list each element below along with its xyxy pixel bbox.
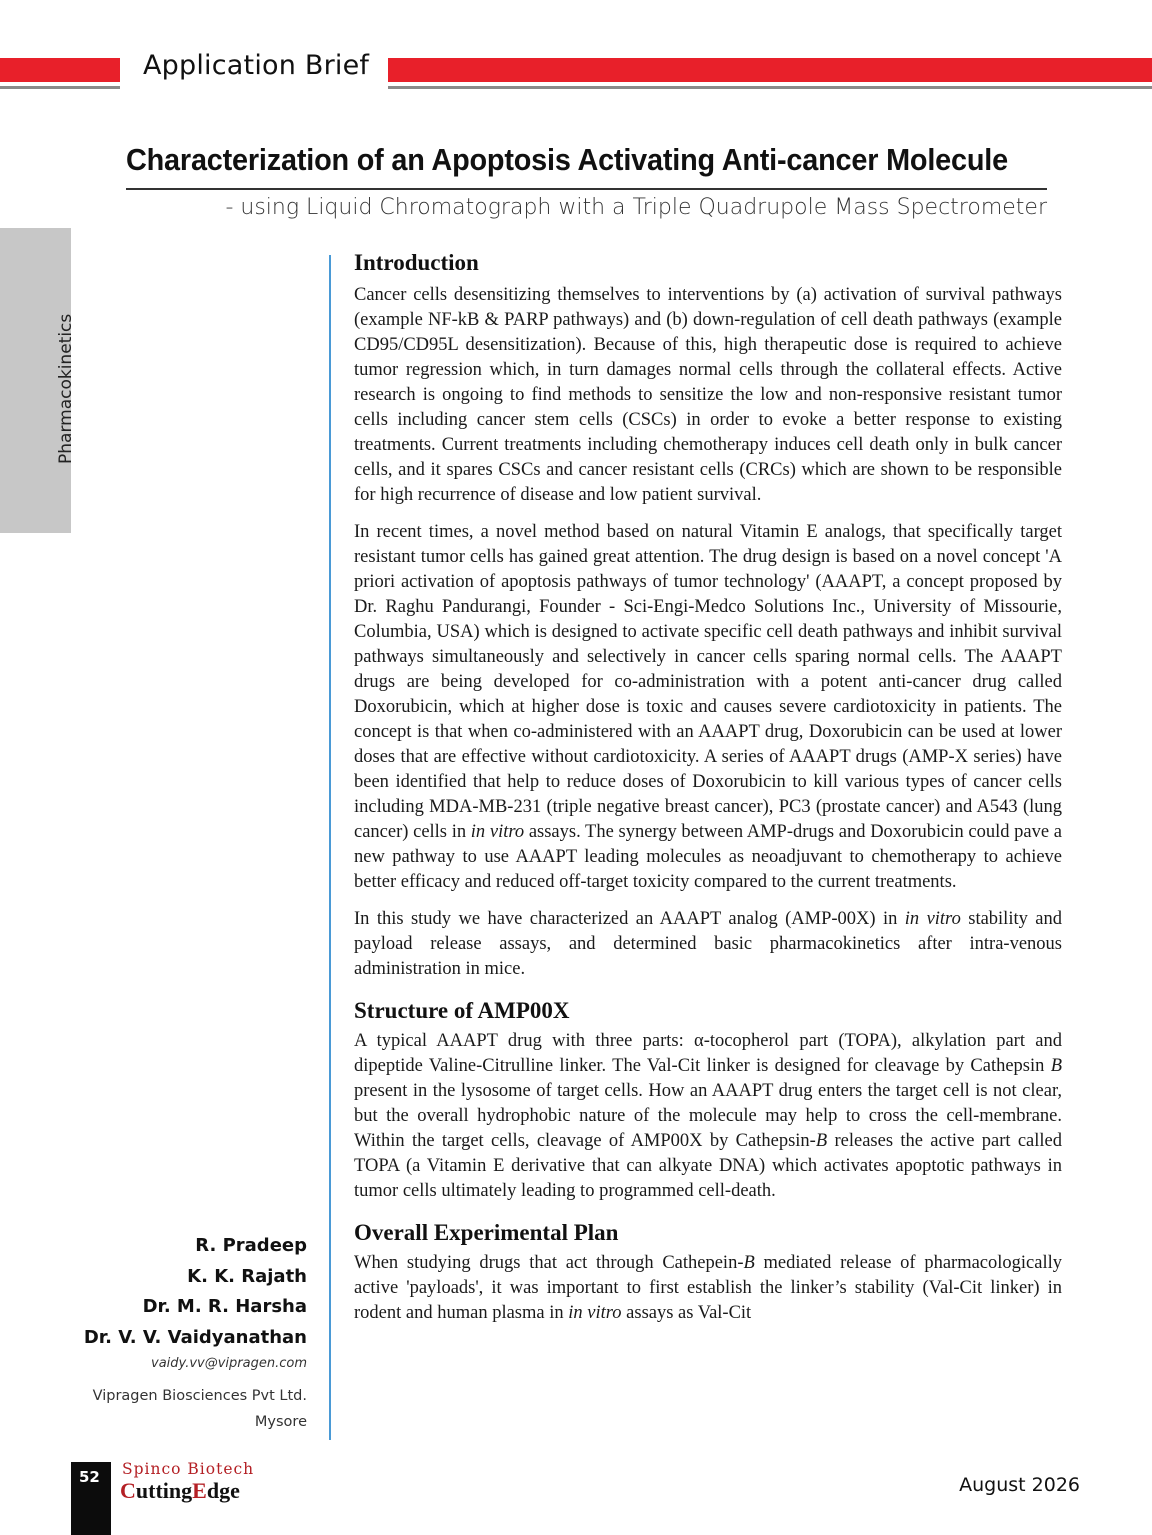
page-title: Characterization of an Apoptosis Activating Anti-cancer Molecule [126,142,1008,177]
plan-paragraph [354,1251,1062,1326]
italic-text: B [743,1253,755,1273]
author-block [84,1231,307,1435]
page-number: 52 [79,1468,100,1486]
issue-date: August 2026 [959,1474,1080,1496]
italic-text: B [815,1131,828,1151]
brand-letter: C [120,1478,136,1503]
header-gray-line-right [388,86,1152,89]
paragraph-text: assays. The synergy between AMP-drugs and Doxorubicin could pave a new pathway to use AAAPT leading molecules as neoadjuvant to chemotherapy to achieve better efficacy and reduced off-target toxicity compared to the current treatments. [354,822,1062,892]
paragraph-text: releases the active part called TOPA (a Vitamin E derivative that can alkyate DNA) which activates apoptotic pathways in tumor cells ultimately leading to programmed cell-death. [354,1131,1063,1201]
paragraph-text: In this study we have characterized an AAAPT analog (AMP-00X) in [354,909,905,929]
author-name: Dr. M. R. Harsha [142,1296,307,1317]
paragraph-text: A typical AAAPT drug with three parts: α-tocopherol part (TOPA), alkylation part and dipeptide Valine-Citrulline linker. The Val-Cit linker is designed for cleavage by Cathepsin [354,1031,1062,1076]
italic-text: in vitro [904,909,961,929]
structure-heading: Structure of AMP00X [354,998,570,1023]
brand-letter: E [192,1478,207,1503]
paragraph-text: present in the lysosome of target cells. How an AAAPT drug enters the target cell is not clear, but the overall hydrophobic nature of the molecule may help to cross the cell-membrane. Within the target cells, cleavage of AMP00X by Cathepsin- [354,1081,1062,1151]
introduction-paragraph-1: Cancer cells desensitizing themselves to interventions by (a) activation of survival pathways (example NF-kB & PARP pathways) and (b) down-regulation of cell death pathways (example CD95/CD95L desensitization). Because of this, high therapeutic dose is required to achieve tumor regression which, in turn damages normal cells through the collateral effects. Active research is ongoing to find methods to sensitize the low and non-responsive resistant tumor cells including cancer stem cells (CSCs) in order to evoke a better response to existing treatments. Current treatments including chemotherapy induces cell death only in bulk cancer cells, and it spares CSCs and cancer resistant cells (CRCs) which are shown to be responsible for high recurrence of disease and low patient survival. [354,285,1062,505]
structure-paragraph [354,1029,1062,1204]
italic-text: in vitro [568,1303,622,1323]
author-organization: Vipragen Biosciences Pvt Ltd. [92,1388,307,1404]
introduction-heading: Introduction [354,250,479,275]
author-name: K. K. Rajath [187,1265,307,1287]
paragraph-text: In recent times, a novel method based on natural Vitamin E analogs, that specifically target resistant tumor cells has gained great attention. The drug design is based on a novel concept 'A priori activation of apoptosis pathways of tumor technology' (AAAPT, a concept proposed by Dr. Raghu Pandurangi, Founder - Sci-Engi-Medco Solutions Inc., University of Missourie, Columbia, USA) which is designed to activate specific cell death pathways and inhibit survival pathways simultaneously and selectively in cancer cells sparing normal cells. The AAAPT drugs are being developed for co-administration with a potent anti-cancer drug called Doxorubicin, which at higher dose is toxic and causes severe cardiotoxicity in patients. The concept is that when co-administered with an AAAPT drug, Doxorubicin can be used at lower doses that are effective without cardiotoxicity. A series of AAAPT drugs (AMP-X series) have been identified that help to reduce doses of Doxorubicin to kill various types of cancer cells including MDA-MB-231 (triple negative breast cancer), PC3 (prostate cancer) and A543 (lung cancer) cells in [354,522,1062,842]
title-underline [126,188,1047,190]
brand-name-top: Spinco Biotech [122,1460,255,1478]
header-label: Application Brief [143,50,370,81]
paragraph-text: mediated release of pharmacologically active 'payloads', it was important to first establish the linker’s stability (Val-Cit linker) in rodent and human plasma in [354,1253,1062,1323]
article-body [354,248,1062,1326]
header-gray-line-left [0,86,120,89]
author-city: Mysore [254,1414,307,1430]
paragraph-text: stability and payload release assays, and determined basic pharmacokinetics after intra-venous administration in mice. [354,909,1062,979]
brand-text: utting [135,1478,193,1503]
author-email: vaidy.vv@vipragen.com [151,1356,307,1371]
plan-heading: Overall Experimental Plan [354,1220,619,1245]
paragraph-text: When studying drugs that act through Cathepein- [354,1253,744,1273]
header-red-bar-right [388,58,1152,82]
italic-text: B [1050,1056,1062,1076]
page-subtitle: - using Liquid Chromatograph with a Triple Quadrupole Mass Spectrometer [225,195,1047,220]
column-divider [329,255,331,1440]
paragraph-text: assays as Val-Cit [621,1303,752,1323]
section-side-tab-label: Pharmacokinetics [56,313,76,464]
introduction-paragraph-2 [354,520,1062,895]
italic-text: in vitro [470,822,525,842]
header-red-bar-left [0,58,120,82]
author-name: Dr. V. V. Vaidyanathan [83,1326,307,1348]
author-name: R. Pradeep [195,1235,307,1256]
brand-text: dge [206,1478,240,1503]
introduction-paragraph-3 [354,907,1062,982]
brand-logo-text [120,1478,240,1504]
